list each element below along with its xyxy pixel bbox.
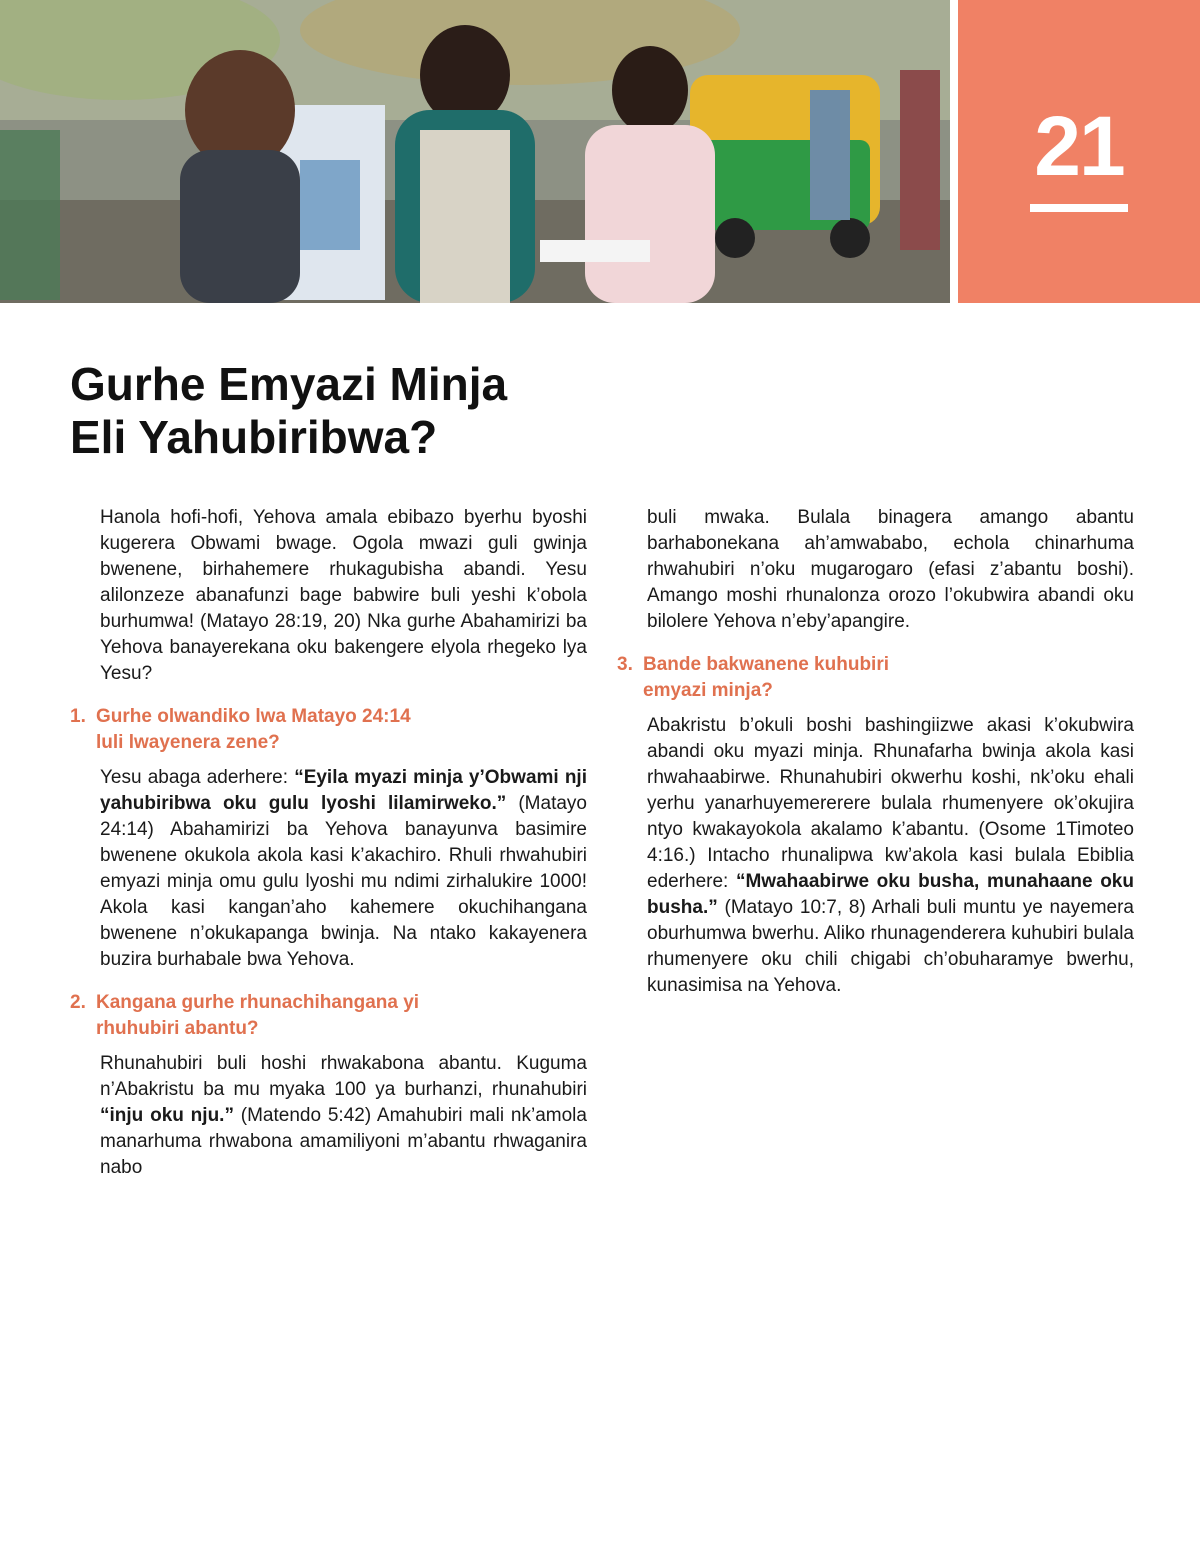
left-column (70, 505, 587, 1198)
answer-paragraph-3 (647, 713, 1134, 999)
question-text: Gurhe olwandiko lwa Matayo 24:14 (96, 706, 411, 727)
answer-paragraph-1 (100, 765, 587, 973)
bold-quote: “inju oku nju.” (100, 1105, 234, 1126)
intro-paragraph: Hanola hofi-hofi, Yehova amala ebibazo byerhu byoshi kugerera Obwami bwage. Ogola mwazi guli gwinja bwenene, birhahemere rhukagubisha abandi. Yesu alilonzeze abanafunzi bage babwire buli yeshi k’obola burhumwa! (Matayo 28:19, 20) Nka gurhe Abahamirizi ba Yehova banayerekana oku bakengere elyola rhegeko lya Yesu? (100, 507, 587, 684)
right-column (617, 505, 1134, 1016)
question-number: 1. (70, 706, 86, 727)
text-run: (Matayo 24:14) Abahamirizi ba Yehova banayunva basimire bwenene okukola akola kasi k’akachiro. Rhuli rhwahubiri emyazi minja omu gulu lyoshi mu ndimi zirhalukire 1000! Akola kasi kangan’aho kahemere okuchihangana bwenene n’okukapanga bwinja. Na ntako kakayenera buzira burhabale bwa Yehova. (100, 793, 587, 970)
question-number: 3. (617, 654, 633, 675)
question-text-cont: emyazi minja? (643, 680, 773, 701)
question-text: Kangana gurhe rhunachihangana yi (96, 992, 420, 1013)
answer-paragraph-2-continued: buli mwaka. Bulala binagera amango abantu barhabonekana ah’amwababo, echola chinarhuma rhwahubiri n’oku mugarogaro (efasi z’abantu boshi). Amango moshi rhunalonza orozo l’okubwira abandi oku bilolere Yehova n’eby’apangire. (647, 507, 1134, 632)
answer-paragraph-2 (100, 1051, 587, 1181)
chapter-number: 21 (1034, 99, 1124, 193)
question-2 (70, 990, 587, 1042)
question-text-cont: rhuhubiri abantu? (96, 1018, 259, 1039)
text-run: (Matendo 5:42) Amahubiri mali nk’amola manarhuma rhwabona amamiliyoni m’abantu rhwaganira nabo (100, 1105, 587, 1178)
question-1 (70, 704, 587, 756)
text-run: Abakristu b’okuli boshi bashingiizwe akasi k’okubwira abandi oku myazi minja. Rhunafarha bwinja akola kasi rhwahaabirwe. Rhunahubiri okwerhu koshi, nk’oku ehali yerhu yanarhuyemererere bulala rhumenyere ok’okujira ntyo kwakayokola akalamo k’abantu. (Osome 1Timoteo 4:16.) Intacho rhunalipwa kw’akola kasi bulala Ebiblia ederhere: (647, 715, 1134, 892)
title-line-1: Gurhe Emyazi Minja (70, 358, 508, 410)
header-photo (0, 0, 950, 303)
bold-quote: “Eyila myazi minja y’Obwami nji yahubiribwa oku gulu lyoshi lilamirweko.” (100, 767, 587, 814)
question-number: 2. (70, 992, 86, 1013)
text-run: Rhunahubiri buli hoshi rhwakabona abantu. Kuguma n’Abakristu ba mu myaka 100 ya burhanzi, rhunahubiri (100, 1053, 587, 1100)
page-title (70, 358, 690, 464)
text-run: Yesu abaga aderhere: (100, 767, 295, 788)
question-text-cont: luli lwayenera zene? (96, 732, 280, 753)
street-scene-illustration (0, 0, 950, 303)
chapter-number-box (958, 0, 1200, 303)
question-3 (617, 652, 1134, 704)
chapter-underline (1030, 204, 1128, 212)
text-run: (Matayo 10:7, 8) Arhali buli muntu ye nayemera oburhumwa bwerhu. Aliko rhunagenderera kuhubiri bulala rhumenyere oku chili chigabi ch’obuharamye bwerhu, kunasimisa na Yehova. (647, 897, 1134, 996)
question-text: Bande bakwanene kuhubiri (643, 654, 889, 675)
bold-quote: “Mwahaabirwe oku busha, munahaane oku busha.” (647, 871, 1134, 918)
title-line-2: Eli Yahubiribwa? (70, 411, 438, 463)
